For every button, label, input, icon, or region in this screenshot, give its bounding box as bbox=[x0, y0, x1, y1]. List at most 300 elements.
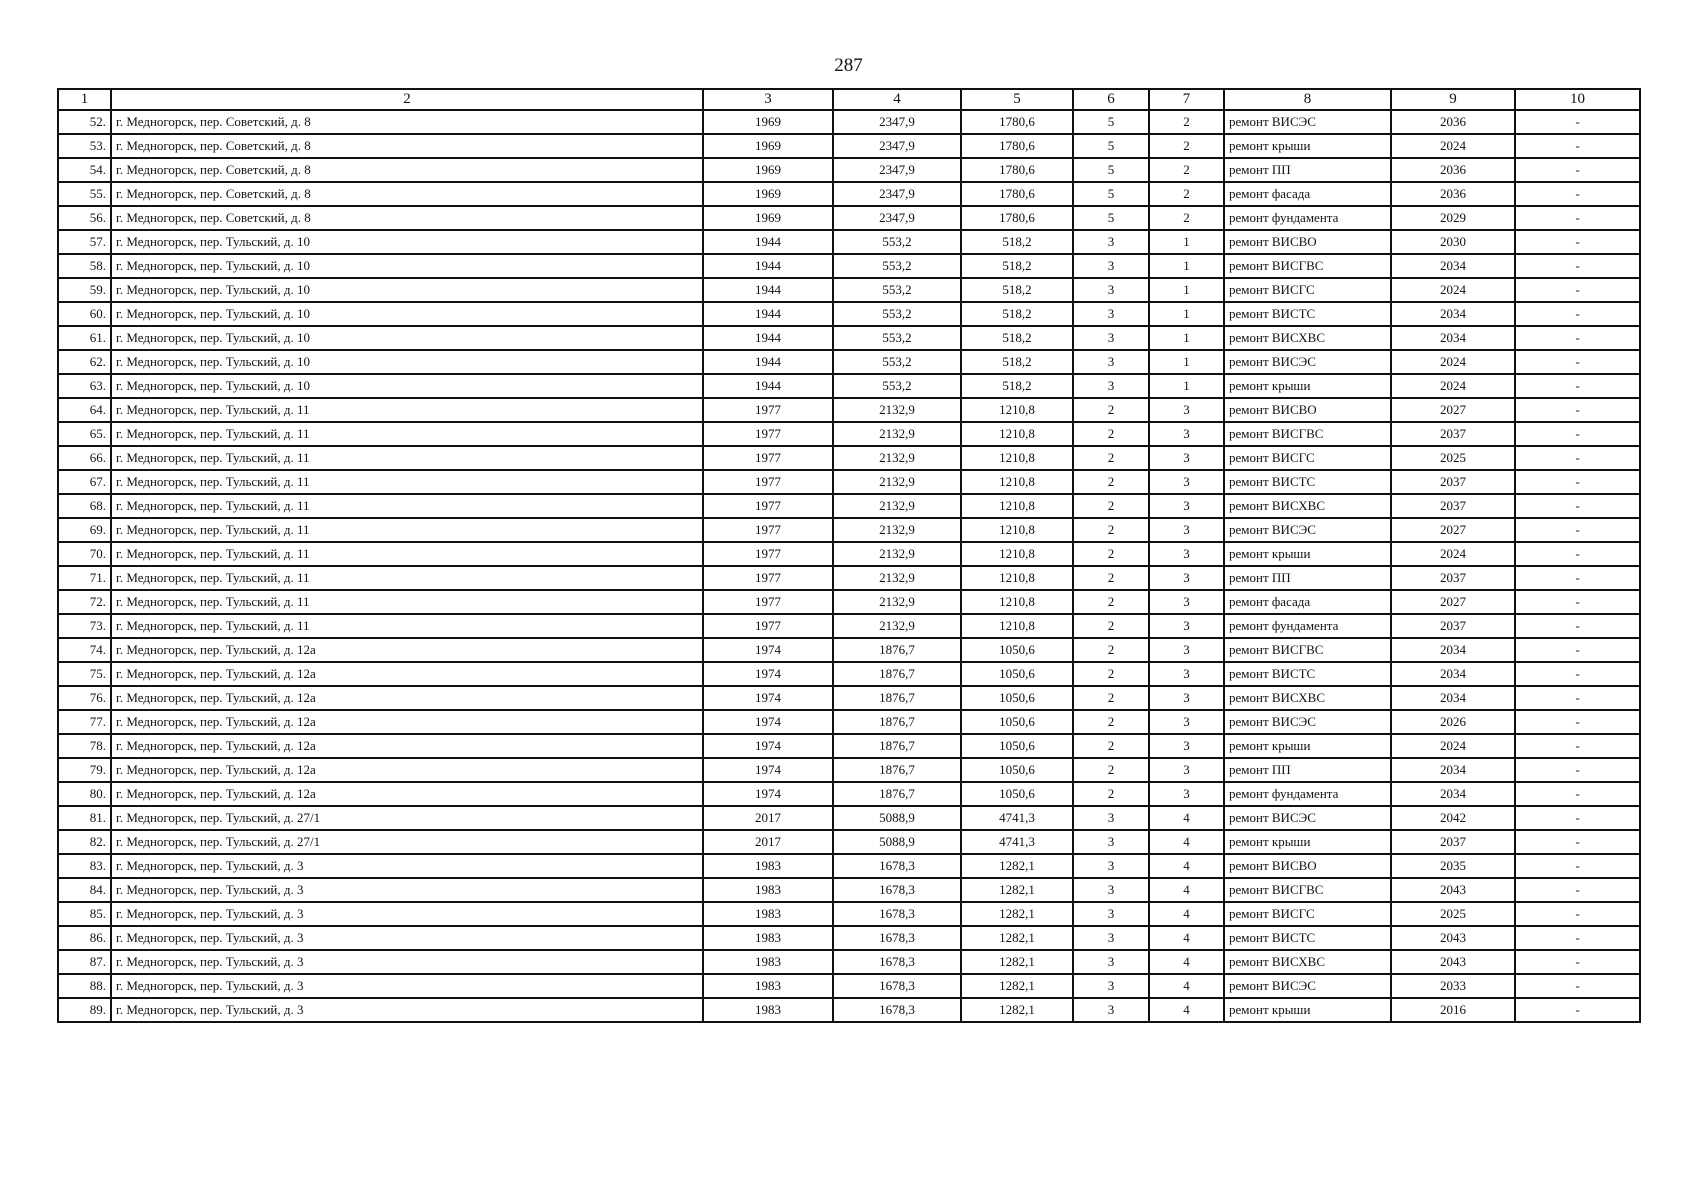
cell-work-type: ремонт ВИСТС bbox=[1224, 926, 1391, 950]
cell-living-area: 4741,3 bbox=[961, 806, 1073, 830]
table-row bbox=[58, 446, 1640, 470]
cell-entrances: 3 bbox=[1149, 422, 1224, 446]
cell-living-area: 1050,6 bbox=[961, 782, 1073, 806]
cell-living-area: 1210,8 bbox=[961, 590, 1073, 614]
cell-plan-year: 2036 bbox=[1391, 110, 1515, 134]
cell-living-area: 1282,1 bbox=[961, 950, 1073, 974]
table-row bbox=[58, 638, 1640, 662]
cell-work-type: ремонт ВИСТС bbox=[1224, 662, 1391, 686]
cell-address: г. Медногорск, пер. Советский, д. 8 bbox=[111, 158, 703, 182]
cell-build-year: 1977 bbox=[703, 518, 833, 542]
cell-living-area: 1780,6 bbox=[961, 206, 1073, 230]
cell-row-number: 54. bbox=[58, 158, 111, 182]
cell-entrances: 3 bbox=[1149, 710, 1224, 734]
cell-entrances: 3 bbox=[1149, 494, 1224, 518]
cell-build-year: 1944 bbox=[703, 254, 833, 278]
cell-note: - bbox=[1515, 878, 1640, 902]
cell-address: г. Медногорск, пер. Тульский, д. 12а bbox=[111, 638, 703, 662]
cell-note: - bbox=[1515, 950, 1640, 974]
cell-row-number: 83. bbox=[58, 854, 111, 878]
cell-row-number: 70. bbox=[58, 542, 111, 566]
cell-address: г. Медногорск, пер. Тульский, д. 3 bbox=[111, 974, 703, 998]
cell-address: г. Медногорск, пер. Тульский, д. 12а bbox=[111, 662, 703, 686]
cell-row-number: 64. bbox=[58, 398, 111, 422]
cell-address: г. Медногорск, пер. Советский, д. 8 bbox=[111, 206, 703, 230]
table-row bbox=[58, 518, 1640, 542]
cell-row-number: 72. bbox=[58, 590, 111, 614]
cell-plan-year: 2024 bbox=[1391, 542, 1515, 566]
table-row bbox=[58, 110, 1640, 134]
cell-entrances: 3 bbox=[1149, 470, 1224, 494]
cell-entrances: 3 bbox=[1149, 638, 1224, 662]
cell-row-number: 75. bbox=[58, 662, 111, 686]
cell-note: - bbox=[1515, 302, 1640, 326]
cell-living-area: 1050,6 bbox=[961, 710, 1073, 734]
cell-row-number: 59. bbox=[58, 278, 111, 302]
cell-build-year: 1983 bbox=[703, 950, 833, 974]
cell-row-number: 52. bbox=[58, 110, 111, 134]
table-row bbox=[58, 614, 1640, 638]
cell-total-area: 2347,9 bbox=[833, 110, 961, 134]
cell-floors: 5 bbox=[1073, 206, 1149, 230]
cell-floors: 2 bbox=[1073, 710, 1149, 734]
cell-total-area: 1678,3 bbox=[833, 902, 961, 926]
cell-plan-year: 2025 bbox=[1391, 446, 1515, 470]
cell-build-year: 1944 bbox=[703, 374, 833, 398]
cell-entrances: 1 bbox=[1149, 278, 1224, 302]
cell-living-area: 1282,1 bbox=[961, 998, 1073, 1022]
cell-floors: 3 bbox=[1073, 926, 1149, 950]
cell-row-number: 88. bbox=[58, 974, 111, 998]
cell-work-type: ремонт ВИСГС bbox=[1224, 902, 1391, 926]
cell-build-year: 1969 bbox=[703, 182, 833, 206]
cell-floors: 2 bbox=[1073, 590, 1149, 614]
cell-living-area: 1050,6 bbox=[961, 638, 1073, 662]
cell-entrances: 2 bbox=[1149, 134, 1224, 158]
cell-build-year: 1969 bbox=[703, 158, 833, 182]
cell-note: - bbox=[1515, 206, 1640, 230]
cell-build-year: 1977 bbox=[703, 494, 833, 518]
cell-plan-year: 2037 bbox=[1391, 422, 1515, 446]
table-row bbox=[58, 662, 1640, 686]
cell-plan-year: 2036 bbox=[1391, 182, 1515, 206]
cell-total-area: 553,2 bbox=[833, 278, 961, 302]
cell-floors: 2 bbox=[1073, 662, 1149, 686]
cell-living-area: 1210,8 bbox=[961, 422, 1073, 446]
cell-build-year: 1969 bbox=[703, 206, 833, 230]
cell-floors: 5 bbox=[1073, 110, 1149, 134]
cell-work-type: ремонт фасада bbox=[1224, 590, 1391, 614]
cell-work-type: ремонт ВИСХВС bbox=[1224, 494, 1391, 518]
table-row bbox=[58, 398, 1640, 422]
cell-living-area: 1282,1 bbox=[961, 974, 1073, 998]
cell-note: - bbox=[1515, 590, 1640, 614]
cell-total-area: 5088,9 bbox=[833, 806, 961, 830]
cell-floors: 3 bbox=[1073, 830, 1149, 854]
cell-floors: 2 bbox=[1073, 494, 1149, 518]
cell-entrances: 3 bbox=[1149, 614, 1224, 638]
table-row bbox=[58, 734, 1640, 758]
cell-total-area: 1678,3 bbox=[833, 998, 961, 1022]
cell-build-year: 1983 bbox=[703, 902, 833, 926]
cell-note: - bbox=[1515, 638, 1640, 662]
cell-note: - bbox=[1515, 734, 1640, 758]
cell-living-area: 1210,8 bbox=[961, 446, 1073, 470]
cell-work-type: ремонт ВИСХВС bbox=[1224, 326, 1391, 350]
cell-build-year: 1977 bbox=[703, 542, 833, 566]
cell-address: г. Медногорск, пер. Тульский, д. 3 bbox=[111, 998, 703, 1022]
cell-address: г. Медногорск, пер. Тульский, д. 3 bbox=[111, 878, 703, 902]
cell-row-number: 80. bbox=[58, 782, 111, 806]
cell-total-area: 2132,9 bbox=[833, 422, 961, 446]
cell-plan-year: 2030 bbox=[1391, 230, 1515, 254]
cell-build-year: 1977 bbox=[703, 566, 833, 590]
cell-work-type: ремонт крыши bbox=[1224, 542, 1391, 566]
column-header-4: 4 bbox=[833, 89, 961, 110]
cell-address: г. Медногорск, пер. Тульский, д. 10 bbox=[111, 326, 703, 350]
cell-note: - bbox=[1515, 566, 1640, 590]
cell-row-number: 66. bbox=[58, 446, 111, 470]
cell-address: г. Медногорск, пер. Тульский, д. 11 bbox=[111, 422, 703, 446]
cell-work-type: ремонт ВИСЭС bbox=[1224, 974, 1391, 998]
cell-living-area: 4741,3 bbox=[961, 830, 1073, 854]
cell-floors: 5 bbox=[1073, 134, 1149, 158]
cell-row-number: 73. bbox=[58, 614, 111, 638]
cell-entrances: 4 bbox=[1149, 806, 1224, 830]
cell-plan-year: 2027 bbox=[1391, 590, 1515, 614]
cell-floors: 2 bbox=[1073, 470, 1149, 494]
header-row bbox=[58, 89, 1640, 110]
cell-total-area: 1678,3 bbox=[833, 974, 961, 998]
cell-row-number: 87. bbox=[58, 950, 111, 974]
cell-living-area: 1050,6 bbox=[961, 686, 1073, 710]
cell-plan-year: 2034 bbox=[1391, 782, 1515, 806]
cell-build-year: 1977 bbox=[703, 398, 833, 422]
cell-row-number: 86. bbox=[58, 926, 111, 950]
cell-total-area: 1678,3 bbox=[833, 950, 961, 974]
cell-total-area: 553,2 bbox=[833, 230, 961, 254]
cell-build-year: 1974 bbox=[703, 662, 833, 686]
cell-note: - bbox=[1515, 494, 1640, 518]
column-header-6: 6 bbox=[1073, 89, 1149, 110]
cell-entrances: 3 bbox=[1149, 662, 1224, 686]
cell-living-area: 1282,1 bbox=[961, 854, 1073, 878]
cell-work-type: ремонт ВИСТС bbox=[1224, 470, 1391, 494]
cell-build-year: 1977 bbox=[703, 470, 833, 494]
cell-plan-year: 2034 bbox=[1391, 254, 1515, 278]
cell-note: - bbox=[1515, 686, 1640, 710]
cell-plan-year: 2029 bbox=[1391, 206, 1515, 230]
cell-row-number: 67. bbox=[58, 470, 111, 494]
cell-work-type: ремонт ВИСВО bbox=[1224, 854, 1391, 878]
data-table bbox=[57, 88, 1641, 1023]
cell-floors: 3 bbox=[1073, 350, 1149, 374]
table-row bbox=[58, 134, 1640, 158]
cell-address: г. Медногорск, пер. Тульский, д. 11 bbox=[111, 590, 703, 614]
cell-total-area: 1678,3 bbox=[833, 926, 961, 950]
cell-plan-year: 2024 bbox=[1391, 134, 1515, 158]
table-row bbox=[58, 998, 1640, 1022]
cell-address: г. Медногорск, пер. Тульский, д. 11 bbox=[111, 566, 703, 590]
cell-plan-year: 2034 bbox=[1391, 638, 1515, 662]
cell-address: г. Медногорск, пер. Тульский, д. 11 bbox=[111, 398, 703, 422]
cell-address: г. Медногорск, пер. Тульский, д. 3 bbox=[111, 950, 703, 974]
column-header-9: 9 bbox=[1391, 89, 1515, 110]
cell-build-year: 1969 bbox=[703, 110, 833, 134]
cell-plan-year: 2034 bbox=[1391, 662, 1515, 686]
cell-plan-year: 2016 bbox=[1391, 998, 1515, 1022]
cell-work-type: ремонт крыши bbox=[1224, 830, 1391, 854]
table-row bbox=[58, 326, 1640, 350]
cell-note: - bbox=[1515, 422, 1640, 446]
column-header-3: 3 bbox=[703, 89, 833, 110]
cell-entrances: 4 bbox=[1149, 902, 1224, 926]
cell-floors: 3 bbox=[1073, 902, 1149, 926]
cell-address: г. Медногорск, пер. Тульский, д. 11 bbox=[111, 518, 703, 542]
cell-total-area: 553,2 bbox=[833, 254, 961, 278]
table-row bbox=[58, 302, 1640, 326]
cell-plan-year: 2024 bbox=[1391, 350, 1515, 374]
cell-row-number: 74. bbox=[58, 638, 111, 662]
cell-note: - bbox=[1515, 446, 1640, 470]
cell-total-area: 553,2 bbox=[833, 374, 961, 398]
cell-floors: 3 bbox=[1073, 374, 1149, 398]
cell-address: г. Медногорск, пер. Тульский, д. 12а bbox=[111, 734, 703, 758]
cell-row-number: 61. bbox=[58, 326, 111, 350]
cell-floors: 2 bbox=[1073, 422, 1149, 446]
cell-floors: 2 bbox=[1073, 566, 1149, 590]
cell-entrances: 1 bbox=[1149, 374, 1224, 398]
cell-plan-year: 2037 bbox=[1391, 614, 1515, 638]
cell-build-year: 2017 bbox=[703, 830, 833, 854]
cell-plan-year: 2034 bbox=[1391, 686, 1515, 710]
cell-work-type: ремонт ПП bbox=[1224, 158, 1391, 182]
cell-note: - bbox=[1515, 182, 1640, 206]
cell-work-type: ремонт ВИСГВС bbox=[1224, 254, 1391, 278]
cell-row-number: 56. bbox=[58, 206, 111, 230]
cell-address: г. Медногорск, пер. Тульский, д. 11 bbox=[111, 494, 703, 518]
cell-build-year: 1977 bbox=[703, 446, 833, 470]
cell-note: - bbox=[1515, 158, 1640, 182]
cell-note: - bbox=[1515, 758, 1640, 782]
cell-address: г. Медногорск, пер. Советский, д. 8 bbox=[111, 182, 703, 206]
cell-row-number: 78. bbox=[58, 734, 111, 758]
cell-work-type: ремонт ВИСТС bbox=[1224, 302, 1391, 326]
cell-floors: 2 bbox=[1073, 686, 1149, 710]
cell-build-year: 1974 bbox=[703, 686, 833, 710]
cell-row-number: 69. bbox=[58, 518, 111, 542]
cell-entrances: 3 bbox=[1149, 686, 1224, 710]
cell-work-type: ремонт ВИСГВС bbox=[1224, 422, 1391, 446]
cell-row-number: 68. bbox=[58, 494, 111, 518]
cell-address: г. Медногорск, пер. Тульский, д. 11 bbox=[111, 542, 703, 566]
cell-note: - bbox=[1515, 662, 1640, 686]
cell-floors: 3 bbox=[1073, 950, 1149, 974]
table-row bbox=[58, 278, 1640, 302]
cell-work-type: ремонт ВИСХВС bbox=[1224, 950, 1391, 974]
cell-total-area: 553,2 bbox=[833, 350, 961, 374]
cell-plan-year: 2024 bbox=[1391, 734, 1515, 758]
table-row bbox=[58, 422, 1640, 446]
cell-living-area: 1210,8 bbox=[961, 470, 1073, 494]
cell-work-type: ремонт ВИСЭС bbox=[1224, 806, 1391, 830]
cell-plan-year: 2037 bbox=[1391, 830, 1515, 854]
cell-build-year: 1974 bbox=[703, 782, 833, 806]
cell-build-year: 1944 bbox=[703, 302, 833, 326]
table-row bbox=[58, 974, 1640, 998]
cell-living-area: 1780,6 bbox=[961, 158, 1073, 182]
cell-work-type: ремонт крыши bbox=[1224, 998, 1391, 1022]
cell-address: г. Медногорск, пер. Тульский, д. 27/1 bbox=[111, 806, 703, 830]
cell-plan-year: 2034 bbox=[1391, 326, 1515, 350]
cell-floors: 3 bbox=[1073, 878, 1149, 902]
cell-entrances: 3 bbox=[1149, 590, 1224, 614]
table-row bbox=[58, 878, 1640, 902]
cell-total-area: 1876,7 bbox=[833, 758, 961, 782]
cell-build-year: 2017 bbox=[703, 806, 833, 830]
cell-row-number: 60. bbox=[58, 302, 111, 326]
cell-living-area: 1282,1 bbox=[961, 902, 1073, 926]
cell-entrances: 3 bbox=[1149, 734, 1224, 758]
cell-plan-year: 2043 bbox=[1391, 950, 1515, 974]
cell-note: - bbox=[1515, 926, 1640, 950]
cell-row-number: 62. bbox=[58, 350, 111, 374]
cell-address: г. Медногорск, пер. Советский, д. 8 bbox=[111, 134, 703, 158]
cell-row-number: 89. bbox=[58, 998, 111, 1022]
cell-floors: 3 bbox=[1073, 806, 1149, 830]
table-row bbox=[58, 926, 1640, 950]
cell-plan-year: 2027 bbox=[1391, 518, 1515, 542]
cell-address: г. Медногорск, пер. Тульский, д. 12а bbox=[111, 686, 703, 710]
cell-living-area: 518,2 bbox=[961, 374, 1073, 398]
cell-note: - bbox=[1515, 998, 1640, 1022]
cell-entrances: 4 bbox=[1149, 998, 1224, 1022]
cell-total-area: 2132,9 bbox=[833, 494, 961, 518]
cell-build-year: 1944 bbox=[703, 230, 833, 254]
table-body bbox=[58, 110, 1640, 1022]
table-row bbox=[58, 758, 1640, 782]
table-row bbox=[58, 566, 1640, 590]
cell-entrances: 4 bbox=[1149, 974, 1224, 998]
cell-plan-year: 2026 bbox=[1391, 710, 1515, 734]
cell-floors: 2 bbox=[1073, 542, 1149, 566]
cell-build-year: 1944 bbox=[703, 278, 833, 302]
cell-work-type: ремонт крыши bbox=[1224, 134, 1391, 158]
table-row bbox=[58, 158, 1640, 182]
cell-plan-year: 2024 bbox=[1391, 374, 1515, 398]
cell-note: - bbox=[1515, 374, 1640, 398]
cell-note: - bbox=[1515, 974, 1640, 998]
cell-entrances: 2 bbox=[1149, 206, 1224, 230]
cell-row-number: 81. bbox=[58, 806, 111, 830]
cell-living-area: 518,2 bbox=[961, 326, 1073, 350]
cell-floors: 3 bbox=[1073, 278, 1149, 302]
cell-note: - bbox=[1515, 830, 1640, 854]
column-header-1: 1 bbox=[58, 89, 111, 110]
cell-entrances: 4 bbox=[1149, 830, 1224, 854]
cell-note: - bbox=[1515, 902, 1640, 926]
cell-total-area: 2347,9 bbox=[833, 158, 961, 182]
cell-floors: 3 bbox=[1073, 974, 1149, 998]
table-row bbox=[58, 230, 1640, 254]
cell-floors: 2 bbox=[1073, 518, 1149, 542]
cell-living-area: 1210,8 bbox=[961, 542, 1073, 566]
table-row bbox=[58, 854, 1640, 878]
cell-plan-year: 2035 bbox=[1391, 854, 1515, 878]
cell-note: - bbox=[1515, 470, 1640, 494]
cell-address: г. Медногорск, пер. Тульский, д. 12а bbox=[111, 758, 703, 782]
cell-address: г. Медногорск, пер. Тульский, д. 12а bbox=[111, 710, 703, 734]
cell-build-year: 1983 bbox=[703, 854, 833, 878]
cell-row-number: 77. bbox=[58, 710, 111, 734]
cell-build-year: 1977 bbox=[703, 422, 833, 446]
cell-work-type: ремонт ПП bbox=[1224, 566, 1391, 590]
cell-address: г. Медногорск, пер. Тульский, д. 10 bbox=[111, 278, 703, 302]
cell-plan-year: 2037 bbox=[1391, 470, 1515, 494]
cell-total-area: 1678,3 bbox=[833, 878, 961, 902]
cell-entrances: 3 bbox=[1149, 542, 1224, 566]
cell-entrances: 3 bbox=[1149, 758, 1224, 782]
cell-note: - bbox=[1515, 230, 1640, 254]
column-header-7: 7 bbox=[1149, 89, 1224, 110]
cell-note: - bbox=[1515, 542, 1640, 566]
cell-address: г. Медногорск, пер. Тульский, д. 10 bbox=[111, 230, 703, 254]
cell-total-area: 2347,9 bbox=[833, 134, 961, 158]
cell-row-number: 55. bbox=[58, 182, 111, 206]
cell-floors: 3 bbox=[1073, 230, 1149, 254]
cell-living-area: 1282,1 bbox=[961, 926, 1073, 950]
cell-plan-year: 2027 bbox=[1391, 398, 1515, 422]
cell-row-number: 84. bbox=[58, 878, 111, 902]
cell-entrances: 1 bbox=[1149, 326, 1224, 350]
column-header-2: 2 bbox=[111, 89, 703, 110]
cell-row-number: 57. bbox=[58, 230, 111, 254]
cell-floors: 3 bbox=[1073, 998, 1149, 1022]
cell-total-area: 2132,9 bbox=[833, 566, 961, 590]
table-row bbox=[58, 710, 1640, 734]
cell-total-area: 1876,7 bbox=[833, 710, 961, 734]
cell-address: г. Медногорск, пер. Тульский, д. 10 bbox=[111, 374, 703, 398]
cell-work-type: ремонт фундамента bbox=[1224, 782, 1391, 806]
cell-total-area: 1876,7 bbox=[833, 782, 961, 806]
cell-note: - bbox=[1515, 254, 1640, 278]
cell-plan-year: 2043 bbox=[1391, 926, 1515, 950]
cell-living-area: 518,2 bbox=[961, 278, 1073, 302]
cell-address: г. Медногорск, пер. Тульский, д. 3 bbox=[111, 926, 703, 950]
cell-build-year: 1983 bbox=[703, 974, 833, 998]
table-row bbox=[58, 494, 1640, 518]
cell-work-type: ремонт фундамента bbox=[1224, 614, 1391, 638]
cell-entrances: 2 bbox=[1149, 182, 1224, 206]
table-row bbox=[58, 686, 1640, 710]
cell-entrances: 4 bbox=[1149, 950, 1224, 974]
cell-total-area: 2132,9 bbox=[833, 590, 961, 614]
table-row bbox=[58, 374, 1640, 398]
cell-total-area: 2132,9 bbox=[833, 470, 961, 494]
cell-note: - bbox=[1515, 350, 1640, 374]
cell-plan-year: 2037 bbox=[1391, 494, 1515, 518]
table-row bbox=[58, 182, 1640, 206]
cell-address: г. Медногорск, пер. Тульский, д. 12а bbox=[111, 782, 703, 806]
cell-plan-year: 2034 bbox=[1391, 302, 1515, 326]
table-row bbox=[58, 806, 1640, 830]
cell-floors: 5 bbox=[1073, 182, 1149, 206]
cell-address: г. Медногорск, пер. Тульский, д. 10 bbox=[111, 254, 703, 278]
cell-floors: 3 bbox=[1073, 254, 1149, 278]
cell-plan-year: 2043 bbox=[1391, 878, 1515, 902]
cell-row-number: 85. bbox=[58, 902, 111, 926]
cell-total-area: 2347,9 bbox=[833, 182, 961, 206]
